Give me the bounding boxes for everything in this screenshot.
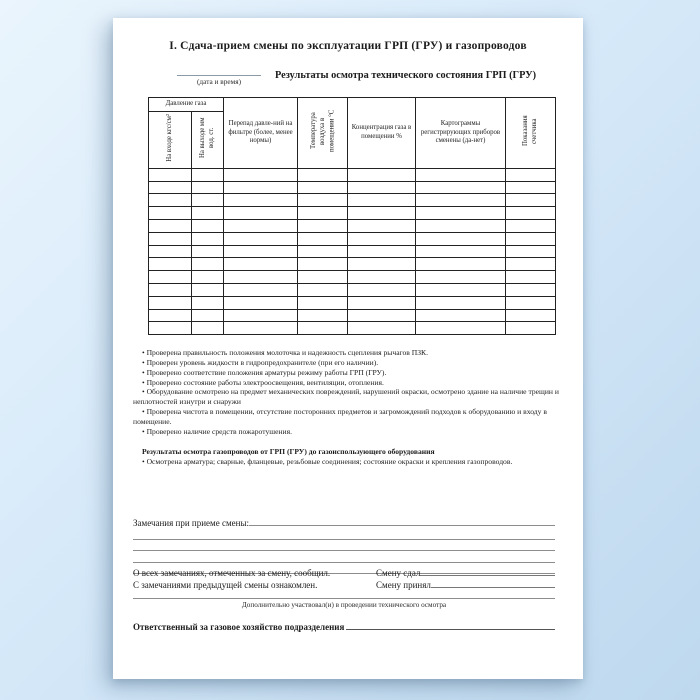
- table-row: [149, 207, 556, 220]
- table-cell: [298, 309, 348, 322]
- table-cell: [192, 220, 224, 233]
- table-row: [149, 245, 556, 258]
- table-cell: [506, 245, 556, 258]
- table-cell: [348, 309, 416, 322]
- table-cell: [416, 258, 506, 271]
- table-row: [149, 220, 556, 233]
- table-cell: [298, 322, 348, 335]
- table-cell: [192, 194, 224, 207]
- shift-given-blank-line: [420, 566, 555, 576]
- handover-statement: С замечаниями предыдущей смены ознакомлен.: [133, 579, 318, 590]
- table-cell: [149, 168, 192, 181]
- table-cell: [224, 296, 298, 309]
- table-cell: [348, 168, 416, 181]
- date-blank-line: [177, 68, 261, 76]
- table-cell: [224, 258, 298, 271]
- table-cell: [506, 207, 556, 220]
- table-cell: [416, 181, 506, 194]
- table-cell: [149, 232, 192, 245]
- table-cell: [506, 220, 556, 233]
- table-cell: [416, 168, 506, 181]
- section-heading: Результаты осмотра технического состояния ГРП (ГРУ): [275, 70, 537, 81]
- table-cell: [416, 322, 506, 335]
- subheader-row: [133, 68, 573, 86]
- shift-accepted-blank-line: [431, 578, 555, 588]
- table-cell: [149, 309, 192, 322]
- document-title: I. Сдача-прием смены по эксплуатации ГРП (ГРУ) и газопроводов: [169, 40, 527, 52]
- table-cell: [298, 271, 348, 284]
- checklist-item: • Проверено наличие средств пожаротушения.: [133, 427, 576, 437]
- table-cell: [416, 207, 506, 220]
- table-cell: [506, 258, 556, 271]
- table-cell: [416, 245, 506, 258]
- table-cell: [506, 309, 556, 322]
- table-row: [149, 296, 556, 309]
- table-cell: [192, 271, 224, 284]
- table-cell: [416, 284, 506, 297]
- checklist-item: • Проверен уровень жидкости в гидропредохранителе (при его наличии).: [133, 358, 576, 368]
- remarks-blank-line: [133, 528, 555, 540]
- table-cell: [192, 232, 224, 245]
- table-cell: [192, 258, 224, 271]
- table-cell: [348, 245, 416, 258]
- shift-given-label: Смену сдал: [376, 568, 421, 578]
- additional-participants-block: [133, 598, 555, 609]
- table-cell: [298, 194, 348, 207]
- document-page: [113, 18, 583, 679]
- table-cell: [224, 220, 298, 233]
- table-cell: [298, 181, 348, 194]
- table-cell: [224, 194, 298, 207]
- column-header-concentration: Концентрация газа в помещении %: [348, 98, 416, 169]
- handover-statement: О всех замечаниях, отмеченных за смену, сообщил.: [133, 568, 331, 578]
- table-cell: [506, 232, 556, 245]
- shift-accepted-label: Смену принял: [376, 579, 431, 590]
- checklist-item: • Проверено соответствие положения арматуры режиму работы ГРП (ГРУ).: [133, 368, 576, 378]
- checklist-item: • Проверено состояние работы электроосвещения, вентиляции, отопления.: [133, 378, 576, 388]
- table-cell: [506, 168, 556, 181]
- table-row: [149, 168, 556, 181]
- column-header-cartograms: Картограммы регистрирующих приборов сменены (да-нет): [416, 98, 506, 169]
- table-cell: [149, 296, 192, 309]
- table-cell: [348, 322, 416, 335]
- table-cell: [348, 296, 416, 309]
- table-cell: [192, 296, 224, 309]
- remarks-blank-line: [249, 515, 555, 526]
- table-cell: [224, 207, 298, 220]
- table-cell: [298, 207, 348, 220]
- table-cell: [192, 284, 224, 297]
- table-cell: [506, 271, 556, 284]
- table-cell: [416, 271, 506, 284]
- table-cell: [416, 232, 506, 245]
- remarks-label: Замечания при приеме смены:: [133, 518, 250, 528]
- table-row: [149, 309, 556, 322]
- table-cell: [298, 220, 348, 233]
- column-group-header: Давление газа: [149, 98, 224, 112]
- table-cell: [192, 207, 224, 220]
- table-cell: [348, 207, 416, 220]
- table-cell: [149, 181, 192, 194]
- table-cell: [416, 309, 506, 322]
- table-cell: [224, 322, 298, 335]
- table-row: [149, 181, 556, 194]
- responsible-label: Ответственный за газовое хозяйство подразделения: [133, 622, 345, 632]
- table-cell: [149, 207, 192, 220]
- table-row: [149, 258, 556, 271]
- table-cell: [224, 309, 298, 322]
- table-cell: [348, 258, 416, 271]
- table-cell: [192, 245, 224, 258]
- table-cell: [416, 296, 506, 309]
- checklist-item: • Оборудование осмотрено на предмет механических повреждений, нарушений окраски, осмотрено здание на наличие трещин и неплотностей изнутри и снаружи: [133, 387, 576, 407]
- table-row: [149, 284, 556, 297]
- column-header-filter: Перепад давле-ний на фильтре (более, менее нормы): [224, 98, 298, 169]
- responsible-row: [133, 620, 555, 632]
- checklist-item: • Проверена правильность положения молоточка и надежность сцепления рычагов ПЗК.: [133, 348, 576, 358]
- additional-caption: Дополнительно участвовал(и) в проведении технического осмотра: [241, 601, 447, 609]
- remarks-blank-line: [133, 551, 555, 563]
- table-row: [149, 232, 556, 245]
- table-row: [149, 271, 556, 284]
- table-cell: [348, 220, 416, 233]
- table-cell: [192, 168, 224, 181]
- table-cell: [149, 220, 192, 233]
- table-cell: [192, 322, 224, 335]
- table-cell: [224, 271, 298, 284]
- table-cell: [149, 271, 192, 284]
- remarks-blank-line: [133, 540, 555, 552]
- table-cell: [224, 181, 298, 194]
- table-body: [149, 168, 556, 334]
- column-header-outlet: На выходе мм вод. ст.: [192, 112, 224, 169]
- table-cell: [416, 194, 506, 207]
- table-row: [149, 322, 556, 335]
- inspection-table: [148, 97, 556, 335]
- table-cell: [224, 245, 298, 258]
- table-cell: [348, 232, 416, 245]
- table-cell: [348, 271, 416, 284]
- gas-section-heading: Результаты осмотра газопроводов от ГРП (ГРУ) до газоиспользующего оборудования: [142, 446, 435, 456]
- table-cell: [192, 309, 224, 322]
- table-cell: [149, 245, 192, 258]
- checklist-section: [133, 348, 576, 466]
- table-cell: [149, 322, 192, 335]
- table-cell: [298, 232, 348, 245]
- table-cell: [506, 322, 556, 335]
- table-cell: [149, 284, 192, 297]
- table-cell: [298, 284, 348, 297]
- checklist-item: • Проверена чистота в помещении, отсутствие посторонних предметов и загромождений подходов к оборудованию и входу в помещение.: [133, 407, 576, 427]
- table-cell: [224, 232, 298, 245]
- table-cell: [224, 284, 298, 297]
- column-header-meter: Показания счетчика: [506, 98, 556, 169]
- gas-section-item: • Осмотрена арматура; сварные, фланцевые, резьбовые соединения; состояние окраски и крепления газопроводов.: [133, 457, 576, 467]
- date-signature-block: [177, 68, 261, 86]
- table-cell: [506, 296, 556, 309]
- table-cell: [506, 181, 556, 194]
- table-cell: [149, 258, 192, 271]
- table-cell: [192, 181, 224, 194]
- responsible-blank-line: [346, 620, 555, 630]
- column-header-inlet: На входе кгс/см²: [149, 112, 192, 169]
- column-header-temperature: Температура воздуха в помещении °С: [298, 98, 348, 169]
- table-cell: [298, 296, 348, 309]
- table-row: [149, 194, 556, 207]
- table-cell: [348, 181, 416, 194]
- date-caption: (дата и время): [197, 77, 241, 86]
- table-cell: [149, 194, 192, 207]
- table-cell: [416, 220, 506, 233]
- table-cell: [298, 168, 348, 181]
- table-cell: [506, 194, 556, 207]
- table-cell: [298, 258, 348, 271]
- table-cell: [348, 194, 416, 207]
- handover-section: [133, 566, 555, 589]
- table-cell: [506, 284, 556, 297]
- table-cell: [298, 245, 348, 258]
- table-cell: [348, 284, 416, 297]
- table-cell: [224, 168, 298, 181]
